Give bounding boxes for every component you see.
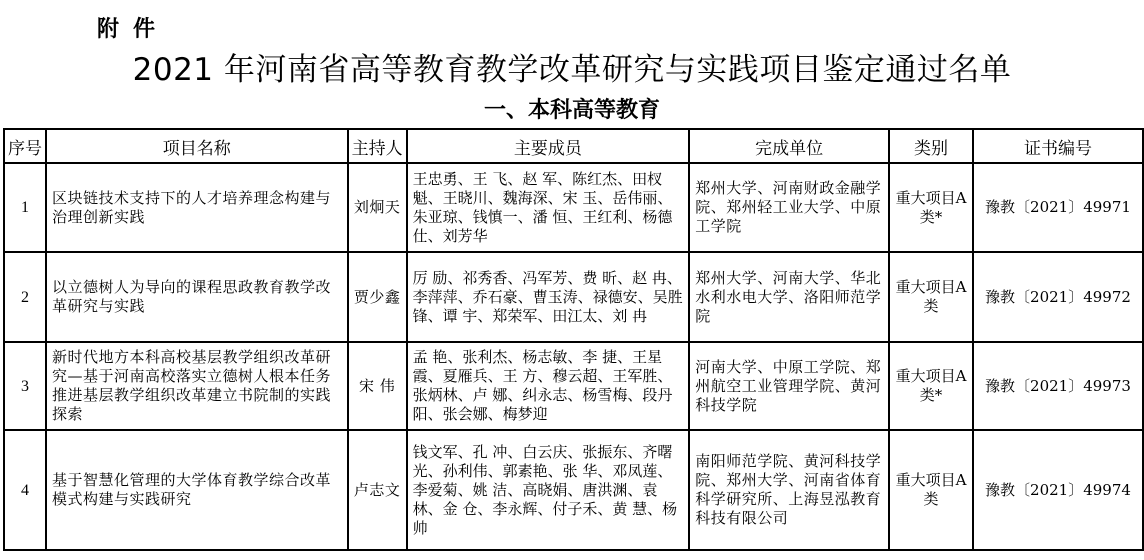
attachment-label: 附件 bbox=[97, 17, 170, 42]
column-header-units: 完成单位 bbox=[689, 129, 889, 163]
table-row bbox=[4, 163, 1143, 252]
cell-project-name: 基于智慧化管理的大学体育教学综合改革模式构建与实践研究 bbox=[46, 430, 348, 550]
cell-units: 郑州大学、河南大学、华北水利水电大学、洛阳师范学院 bbox=[689, 252, 889, 342]
column-header-host: 主持人 bbox=[348, 129, 407, 163]
table-row bbox=[4, 342, 1143, 430]
cell-units: 河南大学、中原工学院、郑州航空工业管理学院、黄河科技学院 bbox=[689, 342, 889, 430]
cell-project-name: 以立德树人为导向的课程思政教育教学改革研究与实践 bbox=[46, 252, 348, 342]
cell-num: 2 bbox=[4, 252, 46, 342]
cell-category: 重大项目A类 bbox=[889, 252, 973, 342]
document-title: 2021 年河南省高等教育教学改革研究与实践项目鉴定通过名单 bbox=[132, 52, 1012, 88]
table-header-row bbox=[4, 129, 1143, 163]
cell-cert: 豫教〔2021〕49973 bbox=[973, 342, 1143, 430]
cell-cert: 豫教〔2021〕49974 bbox=[973, 430, 1143, 550]
column-header-name: 项目名称 bbox=[46, 129, 348, 163]
cell-num: 1 bbox=[4, 163, 46, 252]
table-row bbox=[4, 430, 1143, 550]
cell-units: 南阳师范学院、黄河科技学院、郑州大学、河南省体育科学研究所、上海昱泓教育科技有限公司 bbox=[689, 430, 889, 550]
cell-num: 3 bbox=[4, 342, 46, 430]
column-header-cert: 证书编号 bbox=[973, 129, 1143, 163]
cell-host: 刘炯天 bbox=[348, 163, 407, 252]
cell-num: 4 bbox=[4, 430, 46, 550]
column-header-num: 序号 bbox=[4, 129, 46, 163]
section-heading: 一、本科高等教育 bbox=[483, 98, 660, 123]
cell-members: 厉 励、祁秀香、冯军芳、费 昕、赵 冉、李萍萍、乔石豪、曹玉涛、禄德安、吴胜锋、谭 宇、郑荣军、田江太、刘 冉 bbox=[407, 252, 690, 342]
cell-members: 孟 艳、张利杰、杨志敏、李 捷、王星霞、夏雁兵、王 方、穆云超、王军胜、张炳林、卢 娜、纠永志、杨雪梅、段丹阳、张会娜、梅梦迎 bbox=[407, 342, 690, 430]
cell-members: 王忠勇、王 飞、赵 军、陈红杰、田杈魁、王晓川、魏海深、宋 玉、岳伟丽、朱亚琼、钱慎一、潘 恒、王红利、杨德仕、刘芳华 bbox=[407, 163, 690, 252]
cell-host: 贾少鑫 bbox=[348, 252, 407, 342]
cell-category: 重大项目A类 bbox=[889, 430, 973, 550]
cell-cert: 豫教〔2021〕49972 bbox=[973, 252, 1143, 342]
cell-project-name: 区块链技术支持下的人才培养理念构建与治理创新实践 bbox=[46, 163, 348, 252]
column-header-category: 类别 bbox=[889, 129, 973, 163]
cell-host: 卢志文 bbox=[348, 430, 407, 550]
table-row bbox=[4, 252, 1143, 342]
cell-cert: 豫教〔2021〕49971 bbox=[973, 163, 1143, 252]
cell-project-name: 新时代地方本科高校基层教学组织改革研究—基于河南高校落实立德树人根本任务推进基层教学组织改革建立书院制的实践探索 bbox=[46, 342, 348, 430]
cell-members: 钱文军、孔 冲、白云庆、张振东、齐曙光、孙利伟、郭素艳、张 华、邓凤莲、李爱菊、姚 洁、高晓娟、唐洪渊、袁 林、金 仓、李永辉、付子禾、黄 慧、杨 帅 bbox=[407, 430, 690, 550]
cell-category: 重大项目A类* bbox=[889, 342, 973, 430]
cell-units: 郑州大学、河南财政金融学院、郑州轻工业大学、中原工学院 bbox=[689, 163, 889, 252]
cell-category: 重大项目A类* bbox=[889, 163, 973, 252]
project-table bbox=[3, 128, 1144, 551]
cell-host: 宋 伟 bbox=[348, 342, 407, 430]
column-header-members: 主要成员 bbox=[407, 129, 690, 163]
